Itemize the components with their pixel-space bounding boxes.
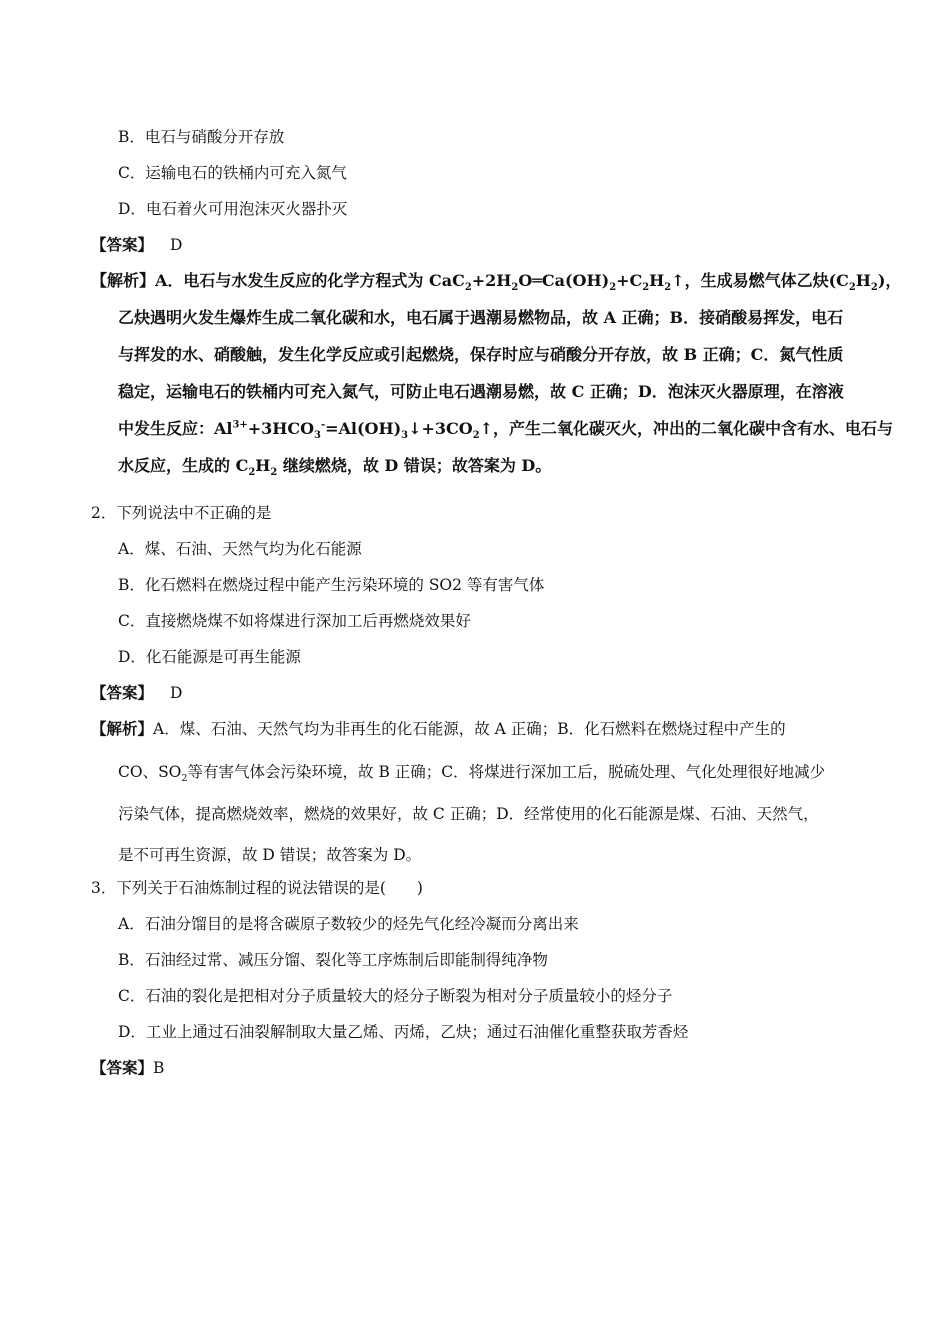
q2-answer [91, 683, 182, 703]
q1-analysis-line-1: 【解析】A．电石与水发生反应的化学方程式为 $CaC_2+2H_2O═Ca(OH)_2+C_2H_2↑$，生成易燃气体乙炔$(C_2H_2)$， [91, 271, 902, 294]
answer-label: 【答案】 [91, 1058, 154, 1077]
q1-option-d: D．电石着火可用泡沫灭火器扑灭 [118, 200, 348, 218]
q3-answer [91, 1058, 164, 1078]
q1-analysis-line-3: 与挥发的水、硝酸触，发生化学反应或引起燃烧，保存时应与硝酸分开存放，故 B 正确；C．氮气性质 [118, 345, 844, 364]
q2-option-c: C．直接燃烧煤不如将煤进行深加工后再燃烧效果好 [118, 612, 471, 630]
q1-analysis-line-5: 中发生反应：$Al^{3+}+3HCO_3^-=Al(OH)_3↓+3CO_2↑$，产生二氧化碳灭火，冲出的二氧化碳中含有水、电石与 [118, 419, 894, 442]
q2-stem: 2．下列说法中不正确的是 [91, 504, 272, 522]
answer-value: D [169, 684, 183, 702]
q2-option-a: A．煤、石油、天然气均为化石能源 [118, 540, 362, 558]
answer-label: 【答案】 [91, 683, 154, 702]
q1-analysis-line-4: 稳定，运输电石的铁桶内可充入氮气，可防止电石遇潮易燃，故 C 正确；D．泡沫灭火器原理，在溶液 [118, 382, 844, 401]
q1-analysis-line-6: 水反应，生成的 $C_2H_2$ 继续燃烧，故 D 错误；故答案为 D。 [118, 456, 552, 479]
answer-label: 【答案】 [91, 235, 154, 254]
answer-value: B [153, 1059, 165, 1077]
q2-option-b: B．化石燃料在燃烧过程中能产生污染环境的 SO2 等有害气体 [118, 576, 545, 594]
q2-analysis-line-1: 【解析】A．煤、石油、天然气均为非再生的化石能源，故 A 正确；B．化石燃料在燃烧过程中产生的 [91, 719, 786, 738]
q2-option-d: D．化石能源是可再生能源 [118, 648, 301, 666]
analysis-label: 【解析】 [91, 719, 154, 738]
q3-option-b: B．石油经过常、减压分馏、裂化等工序炼制后即能制得纯净物 [118, 951, 548, 969]
q3-option-c: C．石油的裂化是把相对分子质量较大的烃分子断裂为相对分子质量较小的烃分子 [118, 987, 673, 1005]
q1-option-b: B．电石与硝酸分开存放 [118, 128, 285, 146]
q2-analysis-line-3: 污染气体，提高燃烧效率，燃烧的效果好，故 C 正确；D．经常使用的化石能源是煤、石油、天然气， [118, 805, 819, 823]
analysis-label: 【解析】 [91, 271, 156, 290]
q2-analysis-line-4: 是不可再生资源，故 D 错误；故答案为 D。 [118, 846, 422, 864]
q1-option-c: C．运输电石的铁桶内可充入氮气 [118, 164, 347, 182]
q1-analysis-line-2: 乙炔遇明火发生爆炸生成二氧化碳和水，电石属于遇潮易燃物品，故 A 正确；B．接硝酸易挥发，电石 [118, 308, 844, 327]
answer-value: D [169, 236, 183, 254]
q1-answer [91, 235, 182, 255]
q3-option-d: D．工业上通过石油裂解制取大量乙烯、丙烯，乙炔；通过石油催化重整获取芳香烃 [118, 1023, 689, 1041]
q2-analysis-line-2: CO、$SO_2$等有害气体会污染环境，故 B 正确；C．将煤进行深加工后，脱硫处理、气化处理很好地减少 [118, 763, 826, 785]
q3-stem: 3．下列关于石油炼制过程的说法错误的是( ) [91, 879, 423, 897]
q3-option-a: A．石油分馏目的是将含碳原子数较少的烃先气化经冷凝而分离出来 [118, 915, 579, 933]
